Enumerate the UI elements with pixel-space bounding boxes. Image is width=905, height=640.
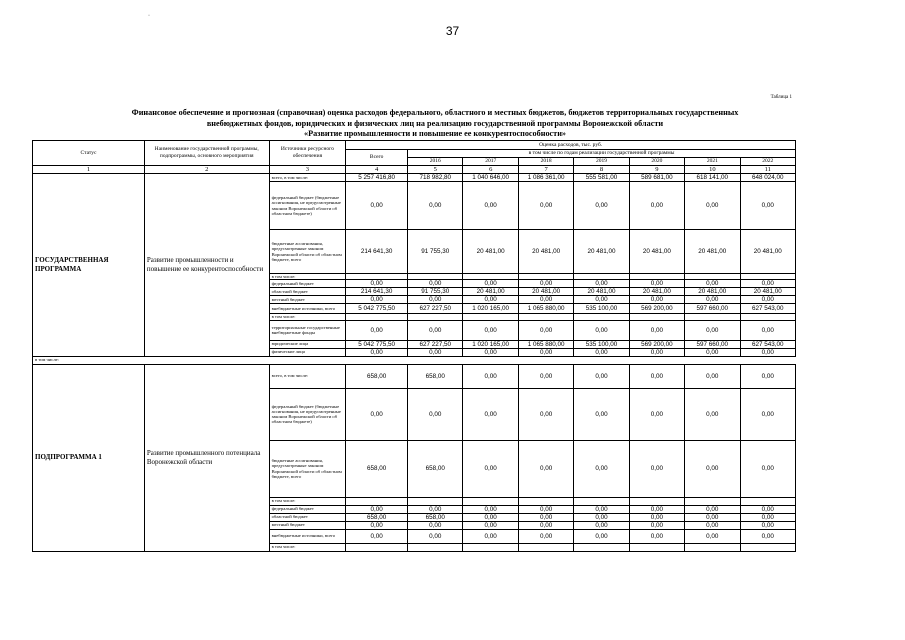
value-year (408, 543, 463, 551)
value-year: 589 681,00 (629, 174, 684, 182)
value-year: 0,00 (574, 320, 629, 340)
value-total: 0,00 (346, 521, 408, 529)
title-line-2: внебюджетных фондов, юридических и физических лиц на реализацию государственной программы Воронежской области (206, 118, 664, 128)
value-year: 0,00 (685, 505, 740, 513)
header-year: 2019 (574, 158, 629, 166)
value-year: 0,00 (574, 505, 629, 513)
value-year: 20 481,00 (740, 288, 795, 296)
value-total: 0,00 (346, 296, 408, 304)
value-year: 0,00 (463, 505, 518, 513)
value-year: 0,00 (685, 320, 740, 340)
value-total: 5 042 775,50 (346, 340, 408, 348)
section-name: Развитие промышленного потенциала Воронежской области (144, 364, 269, 551)
value-year: 0,00 (629, 320, 684, 340)
value-year: 0,00 (574, 388, 629, 440)
value-year: 0,00 (685, 388, 740, 440)
value-year: 0,00 (463, 320, 518, 340)
subprogram-section (33, 364, 796, 551)
value-year: 0,00 (463, 440, 518, 497)
header-year: 2016 (408, 158, 463, 166)
value-year: 1 020 165,00 (463, 304, 518, 314)
value-year: 0,00 (740, 296, 795, 304)
funding-source: областной бюджет (269, 288, 346, 296)
value-total (346, 497, 408, 505)
value-year: 91 755,30 (408, 288, 463, 296)
value-year: 0,00 (685, 182, 740, 230)
value-year: 0,00 (463, 296, 518, 304)
value-total: 0,00 (346, 529, 408, 543)
value-year: 0,00 (463, 388, 518, 440)
value-year: 0,00 (574, 521, 629, 529)
value-year: 20 481,00 (629, 288, 684, 296)
value-year: 0,00 (629, 440, 684, 497)
funding-source: в том числе: (269, 543, 346, 551)
finance-table (32, 140, 796, 552)
value-year: 0,00 (408, 521, 463, 529)
value-total: 0,00 (346, 388, 408, 440)
value-year: 91 755,30 (408, 230, 463, 274)
value-year: 658,00 (408, 513, 463, 521)
value-year: 0,00 (518, 182, 573, 230)
value-year: 0,00 (629, 280, 684, 288)
section-status: ГОСУДАРСТВЕННАЯ ПРОГРАММА (33, 174, 145, 357)
value-year: 0,00 (408, 296, 463, 304)
column-index: 7 (518, 166, 573, 174)
value-year: 0,00 (740, 280, 795, 288)
value-year: 0,00 (518, 529, 573, 543)
value-year (685, 497, 740, 505)
value-year (740, 543, 795, 551)
value-year: 0,00 (574, 182, 629, 230)
value-year: 20 481,00 (518, 230, 573, 274)
value-year: 627 543,00 (740, 340, 795, 348)
value-year: 0,00 (463, 364, 518, 388)
value-year: 1 040 646,00 (463, 174, 518, 182)
value-year: 1 065 880,00 (518, 340, 573, 348)
value-year: 0,00 (574, 513, 629, 521)
value-year: 0,00 (685, 348, 740, 356)
value-year: 0,00 (463, 280, 518, 288)
value-year: 0,00 (463, 529, 518, 543)
value-year: 0,00 (518, 348, 573, 356)
value-year: 0,00 (408, 320, 463, 340)
in-total-row (33, 356, 796, 364)
funding-source: юридические лица (269, 340, 346, 348)
value-year: 0,00 (518, 296, 573, 304)
value-year: 1 086 361,00 (518, 174, 573, 182)
value-year: 0,00 (629, 364, 684, 388)
header-year: 2021 (685, 158, 740, 166)
header-year: 2022 (740, 158, 795, 166)
value-year: 0,00 (408, 348, 463, 356)
value-year: 0,00 (629, 513, 684, 521)
value-year: 0,00 (629, 182, 684, 230)
column-index: 9 (629, 166, 684, 174)
value-total: 0,00 (346, 505, 408, 513)
value-year: 0,00 (629, 505, 684, 513)
value-year (629, 543, 684, 551)
document-title (40, 108, 830, 140)
funding-source: бюджетные ассигнования, предусмотренные законом Воронежской области об областном бюджете, всего (269, 440, 346, 497)
value-year: 658,00 (408, 440, 463, 497)
value-year (463, 497, 518, 505)
value-year: 0,00 (574, 296, 629, 304)
value-year: 0,00 (740, 529, 795, 543)
value-year: 20 481,00 (463, 288, 518, 296)
header-name: Наименование государственной программы, подпрограммы, основного мероприятия (144, 141, 269, 166)
value-total: 658,00 (346, 513, 408, 521)
header-by-year: в том числе по годам реализации государственной программы (408, 150, 796, 158)
funding-source: в том числе: (269, 497, 346, 505)
value-year: 0,00 (518, 440, 573, 497)
funding-source: в том числе: (269, 314, 346, 320)
value-total: 214 641,30 (346, 288, 408, 296)
value-year: 20 481,00 (463, 230, 518, 274)
header-estimate: Оценка расходов, тыс. руб. (346, 141, 796, 150)
value-year: 0,00 (408, 388, 463, 440)
value-year: 648 024,00 (740, 174, 795, 182)
value-year: 20 481,00 (685, 230, 740, 274)
funding-source: местный бюджет (269, 296, 346, 304)
value-year: 555 581,00 (574, 174, 629, 182)
value-year: 0,00 (518, 505, 573, 513)
value-year: 0,00 (574, 280, 629, 288)
value-year: 0,00 (740, 513, 795, 521)
value-year: 1 020 165,00 (463, 340, 518, 348)
value-year: 20 481,00 (740, 230, 795, 274)
column-index: 6 (463, 166, 518, 174)
value-year: 0,00 (740, 182, 795, 230)
section-name: Развитие промышленности и повышение ее конкурентоспособности (144, 174, 269, 357)
value-year: 0,00 (408, 280, 463, 288)
column-index: 5 (408, 166, 463, 174)
value-total: 5 042 775,50 (346, 304, 408, 314)
funding-source: внебюджетные источники, всего (269, 529, 346, 543)
value-year: 535 100,00 (574, 304, 629, 314)
value-year: 658,00 (408, 364, 463, 388)
table-row (33, 364, 796, 388)
value-year: 0,00 (629, 296, 684, 304)
value-total: 5 257 416,80 (346, 174, 408, 182)
value-year: 0,00 (740, 320, 795, 340)
value-year: 20 481,00 (629, 230, 684, 274)
value-year: 0,00 (463, 513, 518, 521)
value-total (346, 543, 408, 551)
value-year: 0,00 (629, 388, 684, 440)
value-year: 0,00 (518, 280, 573, 288)
value-year: 535 100,00 (574, 340, 629, 348)
value-year: 0,00 (629, 348, 684, 356)
column-index: 8 (574, 166, 629, 174)
value-year: 0,00 (408, 505, 463, 513)
value-year: 597 660,00 (685, 304, 740, 314)
column-index: 10 (685, 166, 740, 174)
value-total: 658,00 (346, 364, 408, 388)
value-total: 0,00 (346, 280, 408, 288)
funding-source: местный бюджет (269, 521, 346, 529)
header-year: 2020 (629, 158, 684, 166)
value-year: 569 200,00 (629, 304, 684, 314)
funding-source: внебюджетные источники, всего (269, 304, 346, 314)
value-year: 627 227,50 (408, 304, 463, 314)
scan-mark: · (148, 13, 150, 19)
funding-source: федеральный бюджет (269, 505, 346, 513)
program-section (33, 174, 796, 357)
column-index: 1 (33, 166, 145, 174)
funding-source: областной бюджет (269, 513, 346, 521)
value-year (463, 543, 518, 551)
index-row (33, 166, 796, 174)
value-year (574, 543, 629, 551)
value-year: 0,00 (685, 364, 740, 388)
funding-source: территориальные государственные внебюджетные фонды (269, 320, 346, 340)
value-year (685, 543, 740, 551)
value-year: 0,00 (740, 364, 795, 388)
value-total: 0,00 (346, 348, 408, 356)
value-year (518, 497, 573, 505)
value-year: 0,00 (740, 521, 795, 529)
value-year: 0,00 (574, 529, 629, 543)
value-year: 20 481,00 (574, 230, 629, 274)
funding-source: в том числе: (269, 274, 346, 280)
table-label: Таблица 1 (770, 95, 792, 100)
value-year: 0,00 (408, 529, 463, 543)
value-year: 0,00 (740, 348, 795, 356)
funding-source: физические лица (269, 348, 346, 356)
column-index: 4 (346, 166, 408, 174)
value-year (408, 497, 463, 505)
value-year: 627 227,50 (408, 340, 463, 348)
value-year (518, 543, 573, 551)
value-year: 0,00 (740, 388, 795, 440)
value-year: 0,00 (518, 513, 573, 521)
header-total: Всего (346, 150, 408, 166)
header-year: 2017 (463, 158, 518, 166)
value-year: 0,00 (685, 440, 740, 497)
value-year: 0,00 (518, 521, 573, 529)
value-year: 0,00 (740, 440, 795, 497)
table-row (33, 174, 796, 182)
value-year: 0,00 (518, 320, 573, 340)
value-total: 0,00 (346, 320, 408, 340)
column-index: 11 (740, 166, 795, 174)
header-year: 2018 (518, 158, 573, 166)
column-index: 2 (144, 166, 269, 174)
value-total: 0,00 (346, 182, 408, 230)
value-year: 718 982,80 (408, 174, 463, 182)
value-year: 0,00 (685, 521, 740, 529)
header-status: Статус (33, 141, 145, 166)
funding-source: бюджетные ассигнования, предусмотренные законом Воронежской области об областном бюджете, всего (269, 230, 346, 274)
value-total: 214 641,30 (346, 230, 408, 274)
value-year: 0,00 (574, 440, 629, 497)
title-line-1: Финансовое обеспечение и прогнозная (справочная) оценка расходов федерального, областного и местных бюджетов, бюджетов территориальных государственных (131, 108, 739, 117)
funding-source: федеральный бюджет (бюджетные ассигнования, не предусмотренные законом Воронежской области об областном бюджете) (269, 388, 346, 440)
value-year: 0,00 (685, 280, 740, 288)
value-year: 0,00 (629, 529, 684, 543)
value-year: 597 660,00 (685, 340, 740, 348)
funding-source: всего, в том числе: (269, 174, 346, 182)
value-year (574, 497, 629, 505)
funding-source: всего, в том числе: (269, 364, 346, 388)
value-year: 0,00 (574, 364, 629, 388)
value-year: 569 200,00 (629, 340, 684, 348)
value-year (629, 497, 684, 505)
value-year: 0,00 (740, 505, 795, 513)
page-number: 37 (445, 24, 460, 38)
title-line-3: «Развитие промышленности и повышение ее конкурентоспособности» (303, 129, 567, 138)
value-year: 0,00 (463, 521, 518, 529)
in-total-label: в том числе: (33, 356, 796, 364)
column-index: 3 (269, 166, 346, 174)
funding-source: федеральный бюджет (269, 280, 346, 288)
header-source: Источники ресурсного обеспечения (269, 141, 346, 166)
value-year: 0,00 (685, 529, 740, 543)
value-year: 20 481,00 (685, 288, 740, 296)
value-year: 0,00 (463, 182, 518, 230)
value-year: 627 543,00 (740, 304, 795, 314)
value-year: 0,00 (518, 388, 573, 440)
value-year: 618 141,00 (685, 174, 740, 182)
value-year (740, 497, 795, 505)
value-year: 0,00 (685, 513, 740, 521)
value-year: 0,00 (408, 182, 463, 230)
value-year: 20 481,00 (518, 288, 573, 296)
section-status: ПОДПРОГРАММА 1 (33, 364, 145, 551)
value-year: 0,00 (574, 348, 629, 356)
value-year: 0,00 (463, 348, 518, 356)
value-year: 1 065 880,00 (518, 304, 573, 314)
value-year: 20 481,00 (574, 288, 629, 296)
value-total: 658,00 (346, 440, 408, 497)
value-year: 0,00 (518, 364, 573, 388)
funding-source: федеральный бюджет (бюджетные ассигнования, не предусмотренные законом Воронежской области об областном бюджете) (269, 182, 346, 230)
value-year: 0,00 (685, 296, 740, 304)
value-year: 0,00 (629, 521, 684, 529)
